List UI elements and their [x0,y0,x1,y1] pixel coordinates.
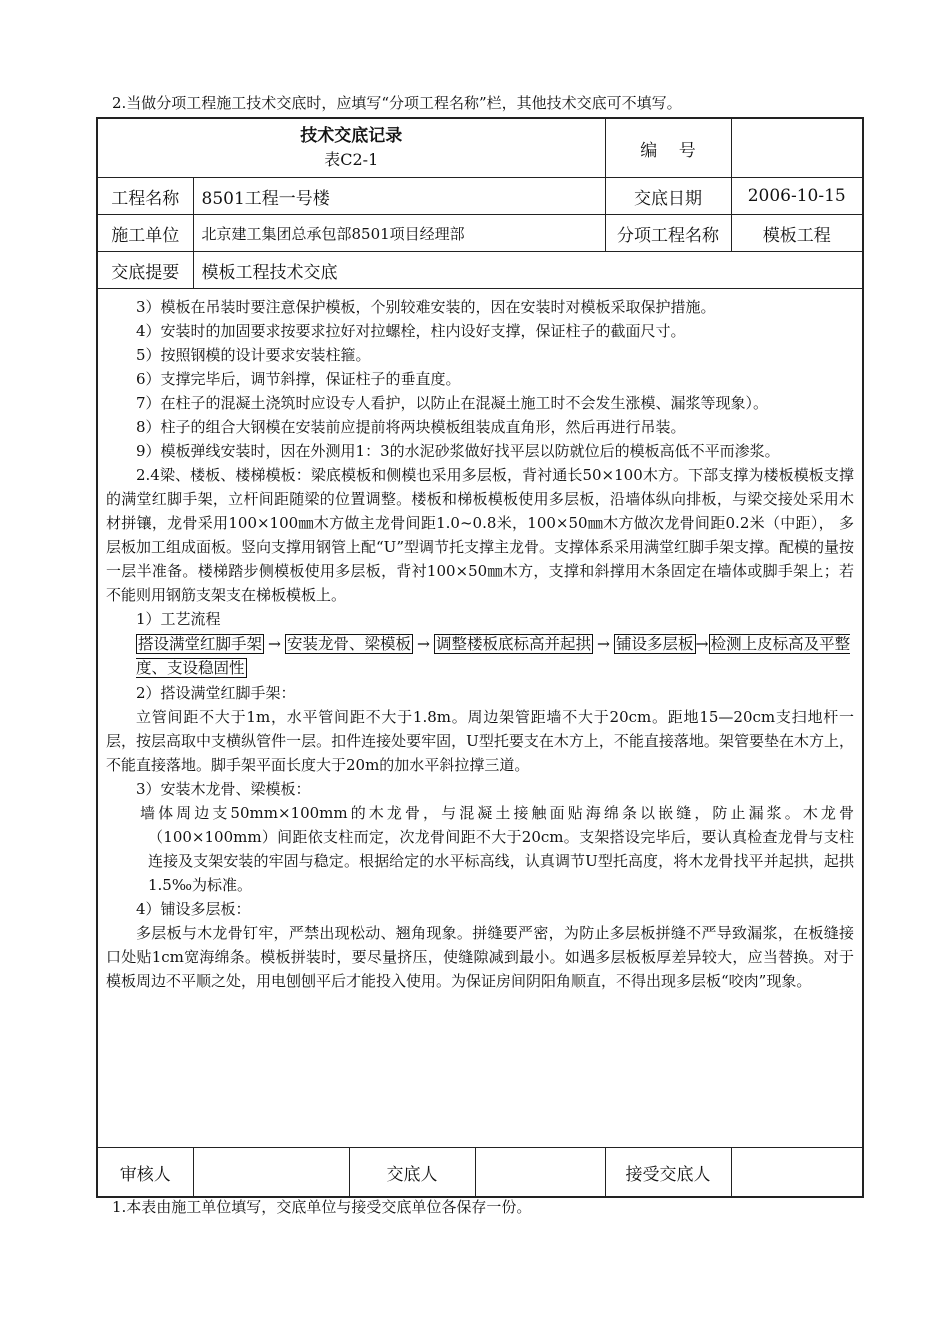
flow-title: 1）工艺流程 [136,610,221,628]
section-2-4-text: 2.4梁、楼板、楼梯模板：梁底模板和侧模也采用多层板，背衬通长50×100木方。下部支撑为楼板模板支撑的满堂红脚手架，立杆间距随梁的位置调整。楼板和梯板模板使用多层板，沿墙体纵向排板，与梁交接处采用木材拼镶，龙骨采用100×100㎜木方做主龙骨间距1.0~0.8米，100×50㎜木方做次龙骨间距0.2米（中距）， 多层板加工组成面板。竖向支撑用钢管上配“U”型调节托支撑主龙骨。支撑体系采用满堂红脚手架支撑。配模的量按一层半准备。楼梯踏步侧模板使用多层板，背衬100×50㎜木方，支撑和斜撑用木条固定在墙体或脚手架上；若不能则用钢筋支架支在梯板模板上。 [106,466,854,604]
top-note: 2.当做分项工程施工技术交底时，应填写“分项工程名称”栏，其他技术交底可不填写。 [112,94,682,112]
plywood-title: 4）铺设多层板： [136,900,251,918]
plywood-text: 多层板与木龙骨钉牢，严禁出现松动、翘角现象。拼缝要严密，为防止多层板拼缝不严导致漏浆，在板缝接口处贴1cm宽海绵条。模板拼装时，要尽量挤压，使缝隙减到最小。如遇多层板板厚差异较大，应当替换。对于模板周边不平顺之处，用电刨刨平后才能投入使用。为保证房间阴阳角顺直，不得出现多层板“咬肉”现象。 [106,924,854,990]
form-title: 技术交底记录 [300,126,403,146]
disclosure-date-value[interactable]: 2006-10-15 [731,178,863,215]
content-item: 6）支撑完毕后，调节斜撑，保证柱子的垂直度。 [136,370,461,388]
form-title-cell [97,118,605,178]
scaffold-text: 立管间距不大于1m，水平管间距不大于1.8m。周边架管距墙不大于20cm。距地15—20cm支扫地杆一层，按层高取中支横纵管件一层。扣件连接处要牢固，U型托要支在木方上，不能直接落地。架管要垫在木方上，不能直接落地。脚手架平面长度大于20m的加水平斜拉撑三道。 [106,708,854,774]
receiver-label: 接受交底人 [605,1148,731,1198]
reviewer-label: 审核人 [97,1148,193,1198]
process-flow [106,632,854,680]
flow-step: 安装龙骨、梁模板 [287,635,412,653]
content-item: 9）模板弹线安装时，因在外测用1：3的水泥砂浆做好找平层以防就位后的模板高低不平而渗浆。 [136,442,780,460]
serial-number-value[interactable] [731,118,863,178]
flow-arrow-icon: → [268,635,282,653]
construction-unit-value[interactable]: 北京建工集团总承包部8501项目经理部 [193,215,605,252]
serial-number-label: 编 号 [605,118,731,178]
summary-value[interactable]: 模板工程技术交底 [193,252,863,289]
disclosure-content [97,289,863,1148]
content-item: 3）模板在吊装时要注意保护模板，个别较难安装的，因在安装时对模板采取保护措施。 [136,298,716,316]
receiver-value[interactable] [731,1148,863,1198]
flow-arrow-icon: → [417,635,431,653]
scaffold-title: 2）搭设满堂红脚手架： [136,684,296,702]
keel-text: 墙体周边支50mm×100mm的木龙骨，与混凝土接触面贴海绵条以嵌缝，防止漏浆。木龙骨（100×100mm）间距依支柱而定，次龙骨间距不大于20cm。支架搭设完毕后，要认真检查龙骨与支柱连接及支架安装的牢固与稳定。根据给定的水平标高线，认真调节U型托高度，将木龙骨找平并起拱，起拱1.5‰为标准。 [140,804,854,894]
sub-project-label: 分项工程名称 [605,215,731,252]
sub-project-value[interactable]: 模板工程 [731,215,863,252]
flow-step: 调整楼板底标高并起拱 [436,635,592,653]
content-item: 4）安装时的加固要求按要求拉好对拉螺栓，柱内设好支撑，保证柱子的截面尺寸。 [136,322,686,340]
reviewer-value[interactable] [193,1148,349,1198]
flow-step: 搭设满堂红脚手架 [138,635,263,653]
form-number: 表C2-1 [324,150,379,169]
keel-title: 3）安装木龙骨、梁模板： [136,780,311,798]
disclosure-record-table [96,117,864,1198]
project-name-value[interactable]: 8501工程一号楼 [193,178,605,215]
content-item: 8）柱子的组合大钢模在安装前应提前将两块模板组装成直角形，然后再进行吊装。 [136,418,686,436]
disclosure-date-label: 交底日期 [605,178,731,215]
construction-unit-label: 施工单位 [97,215,193,252]
flow-step: 检测上皮标高及平整度、支设稳固性 [136,635,851,677]
bottom-note: 1.本表由施工单位填写，交底单位与接受交底单位各保存一份。 [112,1198,532,1216]
discloser-value[interactable] [475,1148,605,1198]
flow-arrow-icon: → [695,635,709,653]
project-name-label: 工程名称 [97,178,193,215]
content-item: 5）按照钢模的设计要求安装柱箍。 [136,346,371,364]
flow-arrow-icon: → [597,635,611,653]
content-item: 7）在柱子的混凝土浇筑时应设专人看护，以防止在混凝土施工时不会发生涨模、漏浆等现象）。 [136,394,769,412]
flow-step: 铺设多层板 [616,635,694,653]
summary-label: 交底提要 [97,252,193,289]
discloser-label: 交底人 [349,1148,475,1198]
